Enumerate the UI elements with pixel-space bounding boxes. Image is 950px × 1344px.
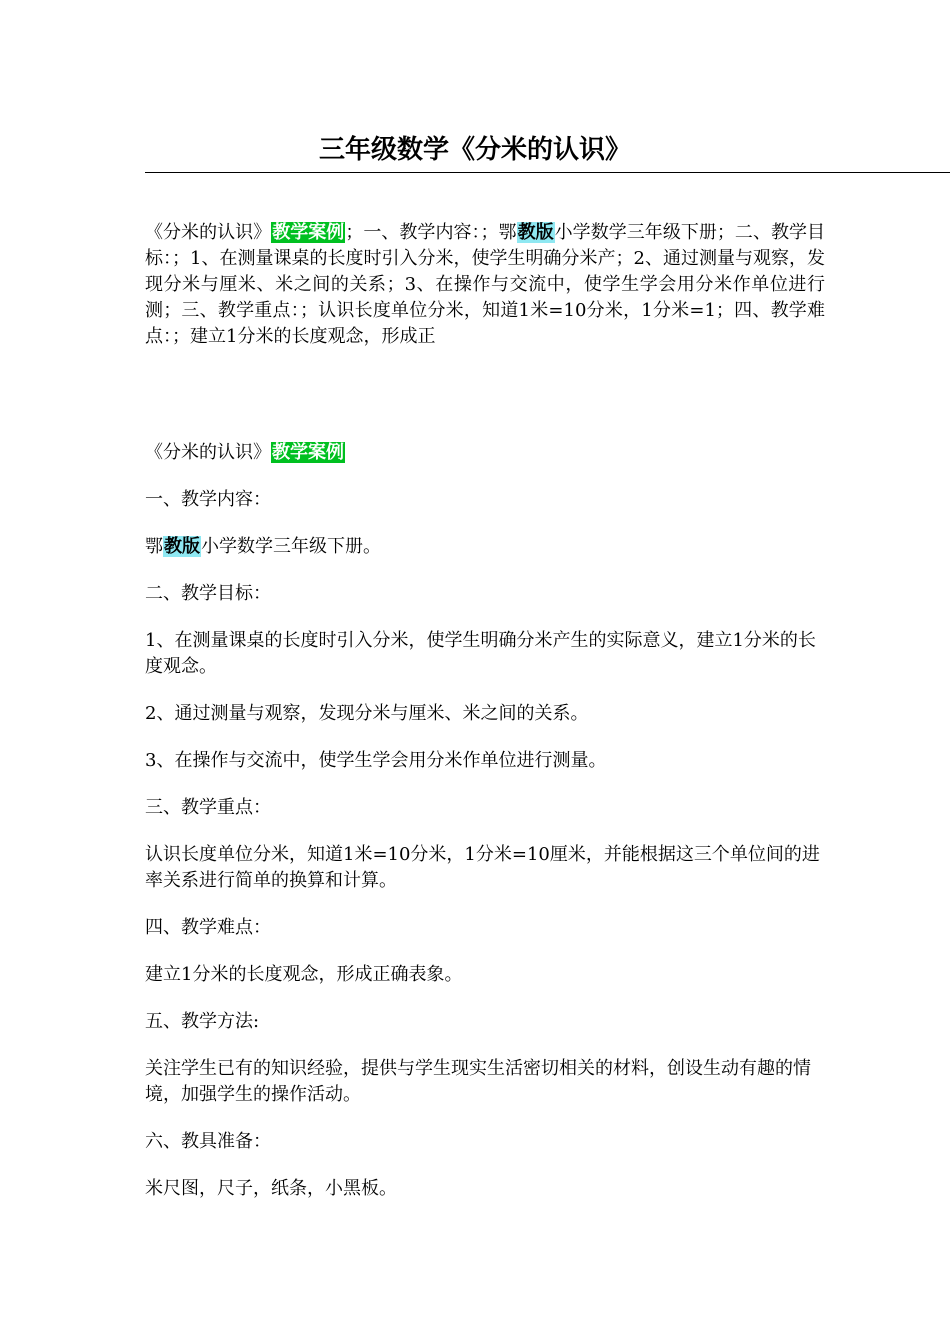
section-2-title: 二、教学目标： [145, 583, 271, 604]
doc-heading-prefix: 《分米的认识》 [145, 442, 271, 463]
section-2-item-1: 1、在测量课桌的长度时引入分米，使学生明确分米产生的实际意义，建立1分米的长度观念。 [145, 630, 816, 677]
document-body [145, 440, 825, 1223]
page-title: 三年级数学《分米的认识》 [318, 135, 631, 165]
doc-heading-highlight: 教学案例 [272, 442, 344, 463]
section-1-rest: 小学数学三年级下册。 [201, 536, 381, 557]
section-1-highlight: 教版 [164, 536, 200, 557]
section-6-title: 六、教具准备： [145, 1131, 271, 1152]
section-6-content: 米尺图，尺子，纸条，小黑板。 [145, 1178, 397, 1199]
title-divider [145, 172, 950, 173]
summary-mid: ；一、教学内容：；鄂 [345, 222, 517, 243]
section-4-content: 建立1分米的长度观念，形成正确表象。 [145, 964, 463, 985]
section-5-content: 关注学生已有的知识经验，提供与学生现实生活密切相关的材料，创设生动有趣的情境，加强学生的操作活动。 [145, 1058, 811, 1105]
section-1-prefix: 鄂 [145, 536, 163, 557]
section-1-title: 一、教学内容： [145, 489, 271, 510]
summary-paragraph [145, 220, 825, 350]
summary-highlight-edition: 教版 [517, 222, 554, 243]
section-2-item-2: 2、通过测量与观察，发现分米与厘米、米之间的关系。 [145, 703, 589, 724]
summary-prefix: 《分米的认识》 [145, 222, 272, 243]
section-2-item-3: 3、在操作与交流中，使学生学会用分米作单位进行测量。 [145, 750, 607, 771]
doc-heading [145, 440, 825, 466]
section-1-content [145, 534, 825, 560]
summary-rest: 小学数学三年级下册；二、教学目标：；1、在测量课桌的长度时引入分米，使学生明确分米产；2、通过测量与观察，发现分米与厘米、米之间的关系；3、在操作与交流中，使学生学会用分米作单位进行测；三、教学重点：；认识长度单位分米，知道1米=10分米，1分米=1；四、教学难点：；建立1分米的长度观念，形成正 [145, 222, 826, 347]
section-3-title: 三、教学重点： [145, 797, 271, 818]
section-5-title: 五、教学方法: [145, 1011, 260, 1032]
section-4-title: 四、教学难点： [145, 917, 271, 938]
section-3-content: 认识长度单位分米，知道1米=10分米，1分米=10厘米，并能根据这三个单位间的进率关系进行简单的换算和计算。 [145, 844, 820, 891]
summary-highlight-case: 教学案例 [272, 222, 345, 243]
